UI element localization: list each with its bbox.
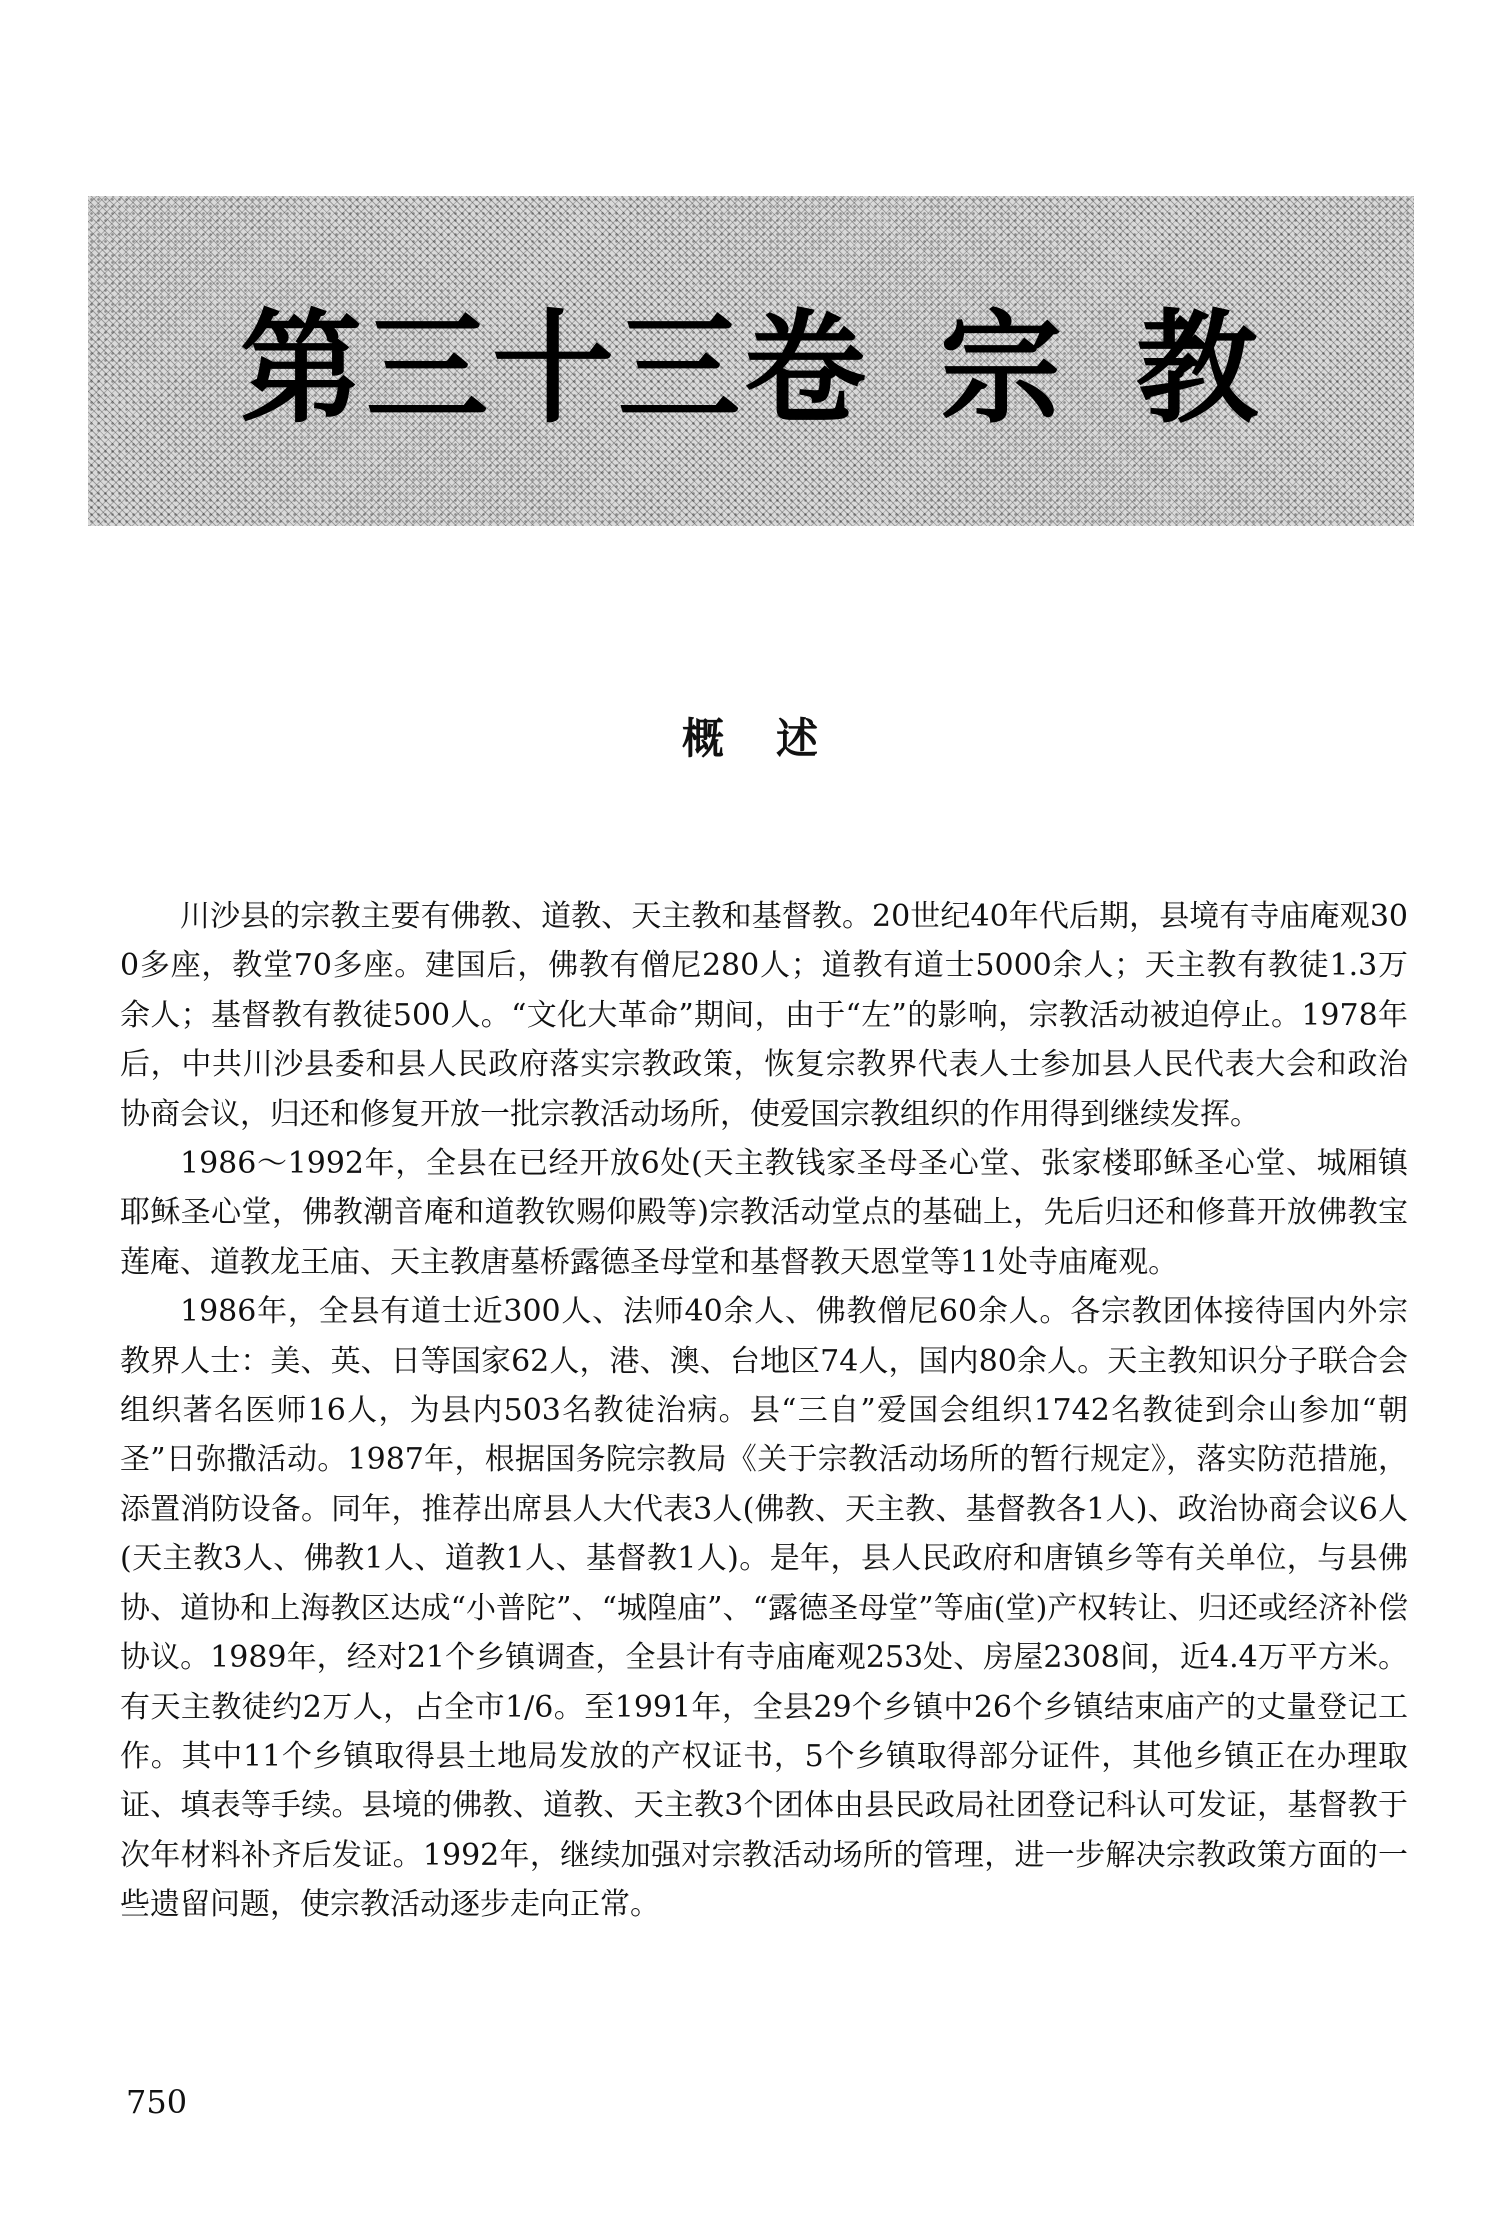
body-text xyxy=(120,892,1408,1930)
chapter-title xyxy=(88,298,1414,440)
paragraph: 1986～1992年，全县在已经开放6处(天主教钱家圣母圣心堂、张家楼耶稣圣心堂、城厢镇耶稣圣心堂，佛教潮音庵和道教钦赐仰殿等)宗教活动堂点的基础上，先后归还和修葺开放佛教宝莲庵、道教龙王庙、天主教唐墓桥露德圣母堂和基督教天恩堂等11处寺庙庵观。 xyxy=(120,1146,1408,1280)
chapter-title-volume: 第三十三卷 xyxy=(240,298,870,440)
page-number: 750 xyxy=(126,2083,188,2121)
paragraph: 川沙县的宗教主要有佛教、道教、天主教和基督教。20世纪40年代后期，县境有寺庙庵观300多座，教堂70多座。建国后，佛教有僧尼280人；道教有道士5000余人；天主教有教徒1.3万余人；基督教有教徒500人。“文化大革命”期间，由于“左”的影响，宗教活动被迫停止。1978年后，中共川沙县委和县人民政府落实宗教政策，恢复宗教界代表人士参加县人民代表大会和政治协商会议，归还和修复开放一批宗教活动场所，使爱国宗教组织的作用得到继续发挥。 xyxy=(120,899,1408,1132)
paragraph: 1986年，全县有道士近300人、法师40余人、佛教僧尼60余人。各宗教团体接待国内外宗教界人士：美、英、日等国家62人，港、澳、台地区74人，国内80余人。天主教知识分子联合会组织著名医师16人，为县内503名教徒治病。县“三自”爱国会组织1742名教徒到佘山参加“朝圣”日弥撒活动。1987年，根据国务院宗教局《关于宗教活动场所的暂行规定》，落实防范措施，添置消防设备。同年，推荐出席县人大代表3人(佛教、天主教、基督教各1人)、政治协商会议6人(天主教3人、佛教1人、道教1人、基督教1人)。是年，县人民政府和唐镇乡等有关单位，与县佛协、道协和上海教区达成“小普陀”、“城隍庙”、“露德圣母堂”等庙(堂)产权转让、归还或经济补偿协议。1989年，经对21个乡镇调查，全县计有寺庙庵观253处、房屋2308间，近4.4万平方米。有天主教徒约2万人，占全市1/6。至1991年，全县29个乡镇中26个乡镇结束庙产的丈量登记工作。其中11个乡镇取得县土地局发放的产权证书，5个乡镇取得部分证件，其他乡镇正在办理取证、填表等手续。县境的佛教、道教、天主教3个团体由县民政局社团登记科认可发证，基督教于次年材料补齐后发证。1992年，继续加强对宗教活动场所的管理，进一步解决宗教政策方面的一些遗留问题，使宗教活动逐步走向正常。 xyxy=(120,1294,1408,1923)
chapter-title-word1: 宗 xyxy=(940,298,1066,440)
section-heading: 概述 xyxy=(681,714,870,763)
chapter-banner xyxy=(88,196,1414,526)
chapter-title-word2: 教 xyxy=(1136,298,1262,440)
